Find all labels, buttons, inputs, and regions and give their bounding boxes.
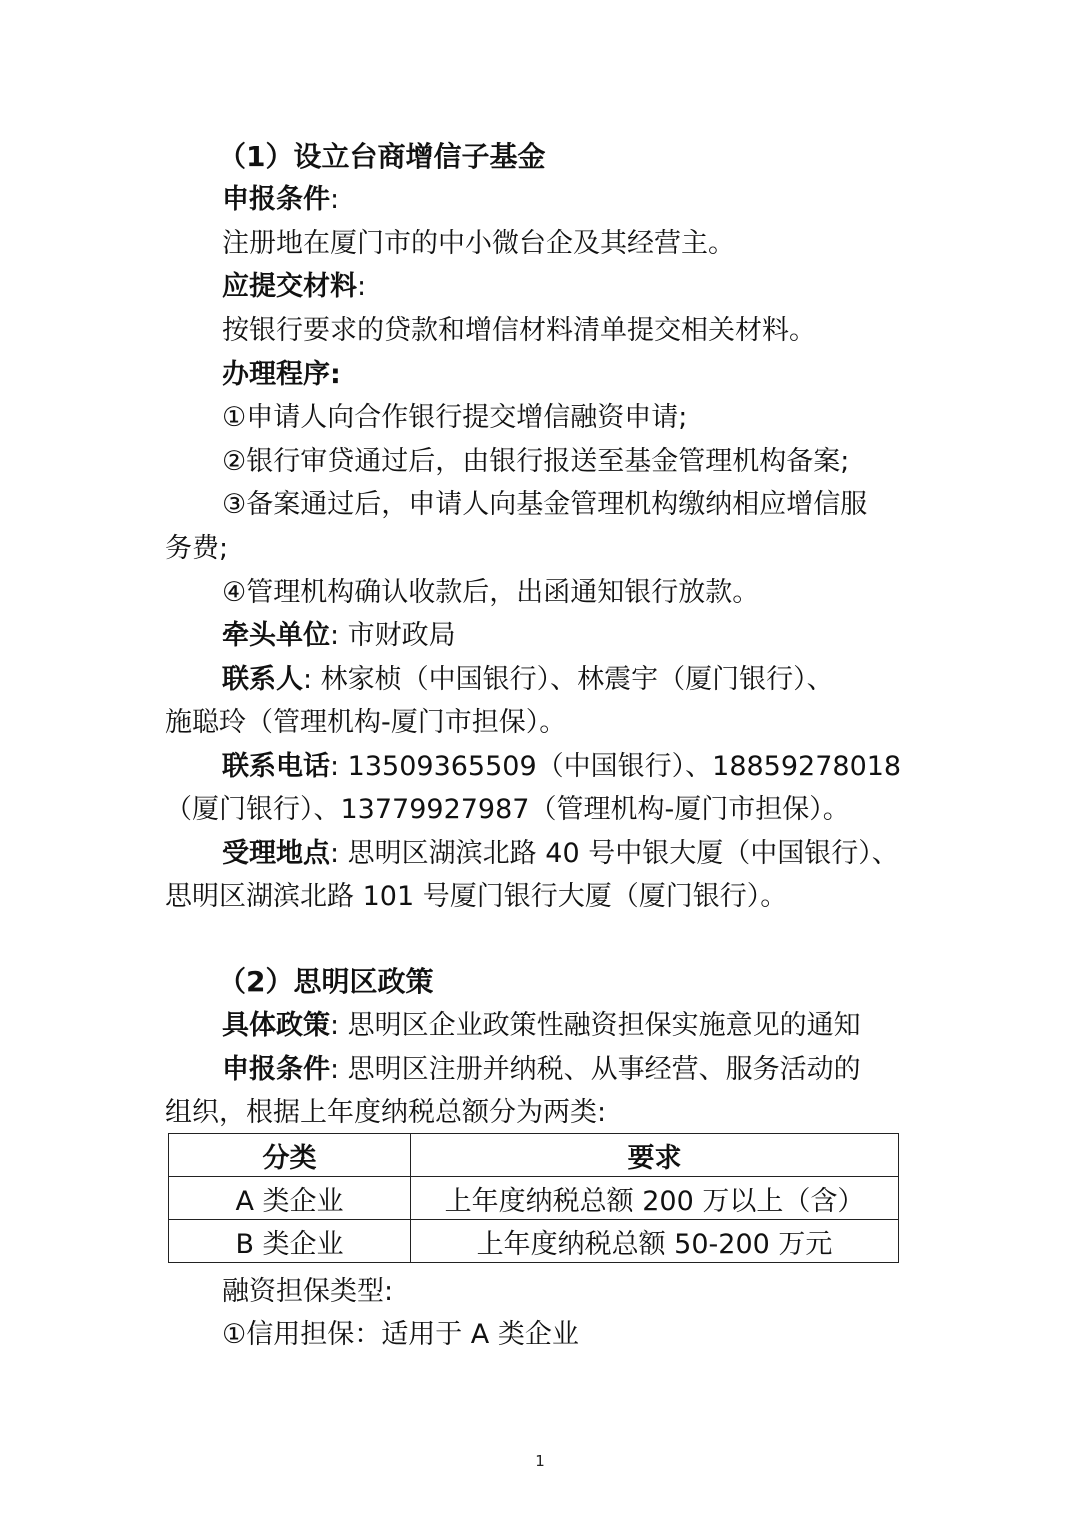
label: 联系人 xyxy=(222,664,303,695)
procedure-heading xyxy=(222,355,341,395)
contact-phone xyxy=(222,747,901,787)
section2-title: （2）思明区政策 xyxy=(218,965,434,998)
label: 应提交材料 xyxy=(222,271,357,302)
materials-heading xyxy=(222,267,366,307)
label: 申报条件 xyxy=(222,1054,330,1085)
table-header-row xyxy=(169,1134,899,1177)
section2-conditions xyxy=(222,1050,861,1090)
label: 申报条件 xyxy=(222,184,330,215)
label: 具体政策 xyxy=(222,1010,330,1041)
conditions-text: 注册地在厦门市的中小微台企及其经营主。 xyxy=(222,228,735,259)
table-cell: 上年度纳税总额 50-200 万元 xyxy=(411,1220,899,1263)
value: : 思明区注册并纳税、从事经营、服务活动的 xyxy=(330,1054,861,1085)
label: 办理程序: xyxy=(222,359,341,390)
colon: : xyxy=(357,271,367,302)
label: 联系电话 xyxy=(222,751,330,782)
table-cell: B 类企业 xyxy=(169,1220,411,1263)
section1-title: （1）设立台商增信子基金 xyxy=(218,140,546,173)
materials-text: 按银行要求的贷款和增信材料清单提交相关材料。 xyxy=(222,315,816,346)
contact-phone-cont: （厦门银行）、13779927987（管理机构-厦门市担保）。 xyxy=(165,794,850,825)
lead-unit xyxy=(222,616,456,656)
acceptance-location-cont: 思明区湖滨北路 101 号厦门银行大厦（厦门银行）。 xyxy=(165,881,788,912)
procedure-step-2: ②银行审贷通过后，由银行报送至基金管理机构备案; xyxy=(222,446,850,477)
acceptance-location xyxy=(222,834,899,874)
contact-person xyxy=(222,660,834,700)
specific-policy xyxy=(222,1006,861,1046)
value: : 林家桢（中国银行）、林震宇（厦门银行）、 xyxy=(303,664,834,695)
section2-conditions-cont: 组织，根据上年度纳税总额分为两类: xyxy=(165,1097,607,1128)
colon: : xyxy=(330,184,340,215)
page-number: 1 xyxy=(535,1452,545,1470)
value: : 市财政局 xyxy=(330,620,456,651)
value: : 思明区湖滨北路 40 号中银大厦（中国银行）、 xyxy=(330,838,899,869)
table-cell: A 类企业 xyxy=(169,1177,411,1220)
value: : 思明区企业政策性融资担保实施意见的通知 xyxy=(330,1010,861,1041)
procedure-step-3: ③备案通过后，申请人向基金管理机构缴纳相应增信服 xyxy=(222,489,868,520)
header-requirement: 要求 xyxy=(411,1134,899,1177)
procedure-step-1: ①申请人向合作银行提交增信融资申请; xyxy=(222,402,688,433)
procedure-step-4: ④管理机构确认收款后，出函通知银行放款。 xyxy=(222,577,760,608)
application-conditions xyxy=(222,180,339,220)
table-row xyxy=(169,1220,899,1263)
classification-table xyxy=(168,1133,899,1263)
label: 牵头单位 xyxy=(222,620,330,651)
value: : 13509365509（中国银行）、18859278018 xyxy=(330,751,902,782)
guarantee-types-heading: 融资担保类型: xyxy=(222,1276,394,1307)
label: 受理地点 xyxy=(222,838,330,869)
contact-person-cont: 施聪玲（管理机构-厦门市担保）。 xyxy=(165,707,567,738)
guarantee-type-1: ①信用担保：适用于 A 类企业 xyxy=(222,1319,579,1350)
table-cell: 上年度纳税总额 200 万以上（含） xyxy=(411,1177,899,1220)
table-row xyxy=(169,1177,899,1220)
procedure-step-3-cont: 务费; xyxy=(165,533,229,564)
header-category: 分类 xyxy=(169,1134,411,1177)
